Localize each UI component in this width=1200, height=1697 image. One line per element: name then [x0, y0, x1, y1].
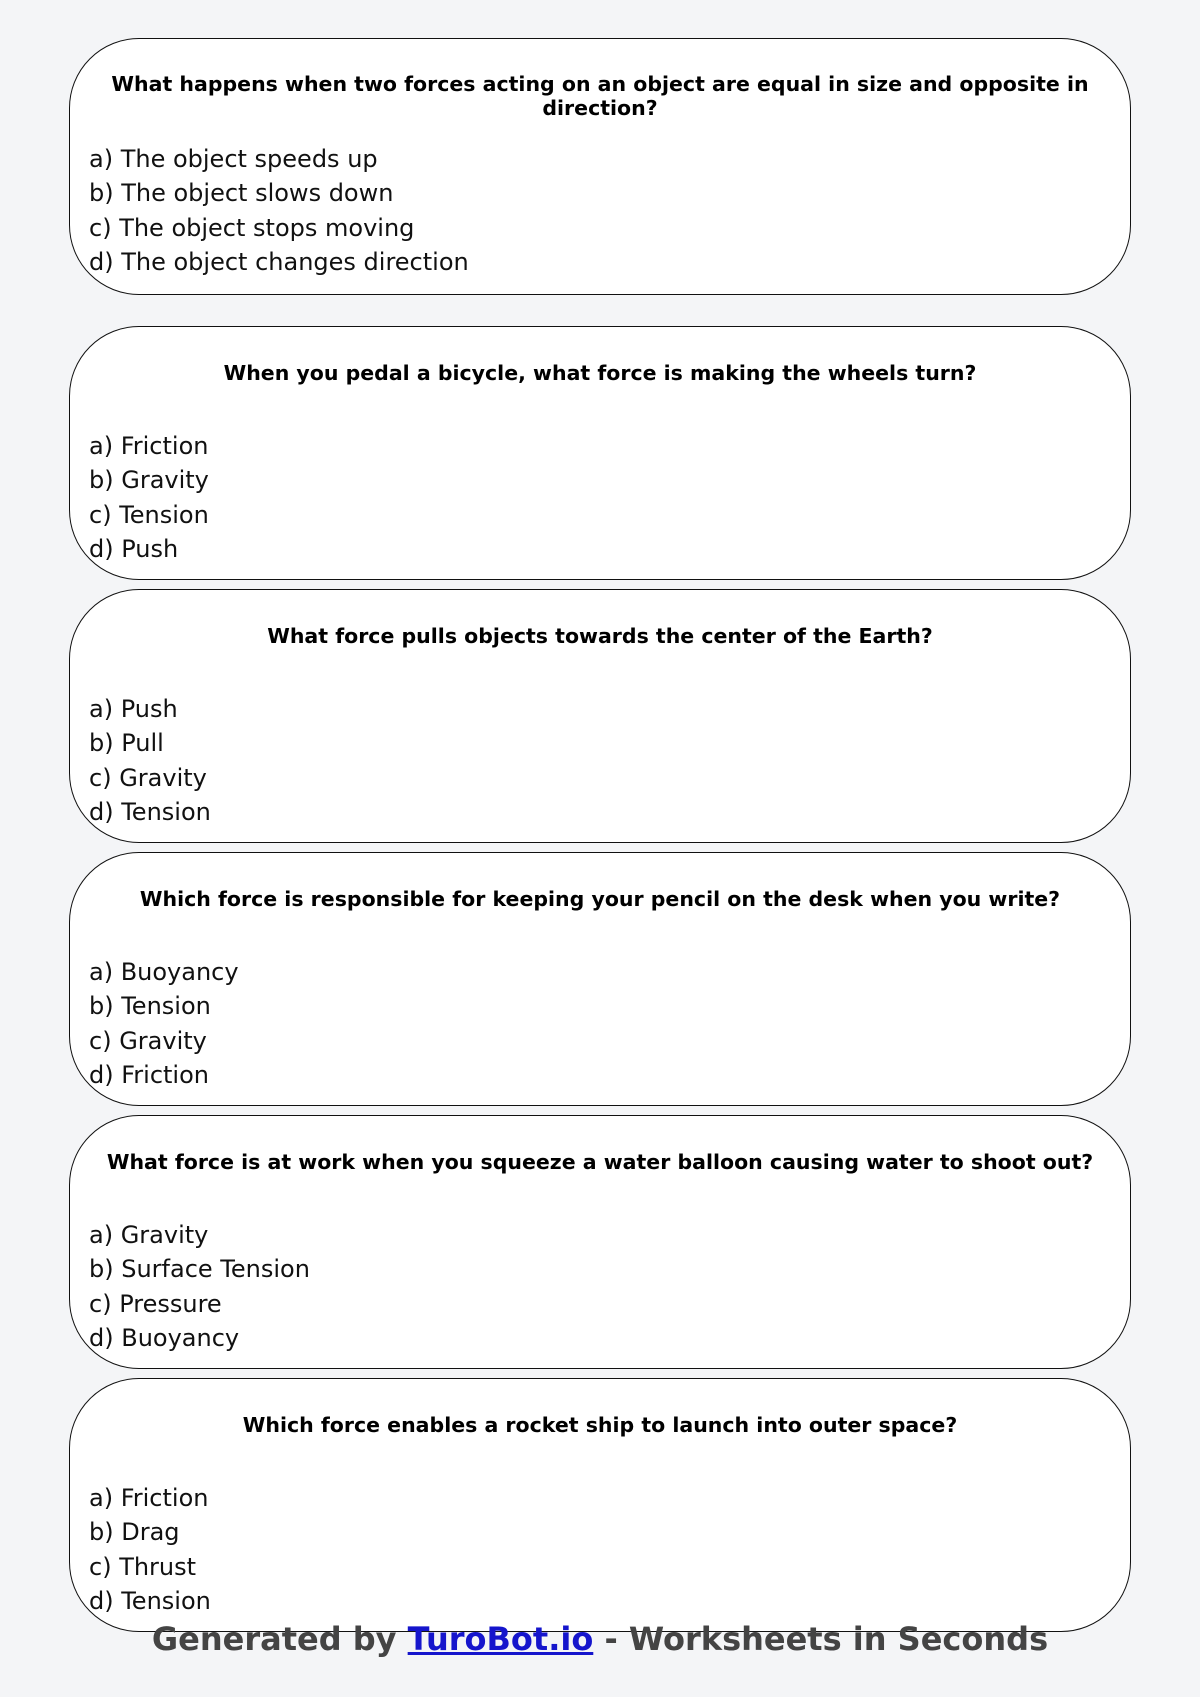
question-text: What force is at work when you squeeze a water balloon causing water to shoot out?	[106, 1150, 1094, 1174]
answer-options	[89, 142, 469, 279]
answer-option: a) Buoyancy	[89, 958, 239, 986]
answer-options	[89, 1481, 211, 1618]
question-text: Which force enables a rocket ship to launch into outer space?	[242, 1413, 958, 1437]
answer-option: c) Tension	[89, 500, 209, 529]
footer-suffix: - Worksheets in Seconds	[593, 1620, 1049, 1658]
question-text: What happens when two forces acting on an object are equal in size and opposite in direction?	[111, 72, 1089, 120]
footer-prefix: Generated by	[151, 1620, 408, 1658]
answer-options	[89, 1218, 310, 1355]
question-text: When you pedal a bicycle, what force is making the wheels turn?	[223, 361, 977, 385]
answer-option: a) Friction	[89, 432, 209, 460]
answer-option: c) Gravity	[89, 763, 207, 792]
answer-option: d) The object changes direction	[89, 247, 469, 276]
answer-option: b) Tension	[89, 992, 211, 1021]
answer-option: a) Push	[89, 695, 178, 723]
answer-option: a) The object speeds up	[89, 145, 378, 173]
answer-option: a) Friction	[89, 1484, 209, 1512]
answer-options	[89, 692, 211, 829]
answer-option: d) Push	[89, 534, 179, 563]
answer-options	[89, 429, 209, 566]
turobot-link[interactable]: TuroBot.io	[407, 1620, 594, 1658]
answer-option: d) Friction	[89, 1060, 209, 1089]
question-card-1	[69, 38, 1131, 295]
answer-options	[89, 955, 239, 1092]
question-card-5	[69, 1115, 1131, 1369]
question-text: What force pulls objects towards the center of the Earth?	[267, 624, 933, 648]
question-card-2	[69, 326, 1131, 580]
question-card-3	[69, 589, 1131, 843]
answer-option: b) Drag	[89, 1518, 180, 1547]
answer-option: b) Gravity	[89, 466, 209, 495]
question-card-4	[69, 852, 1131, 1106]
answer-option: c) The object stops moving	[89, 213, 415, 242]
question-text: Which force is responsible for keeping your pencil on the desk when you write?	[139, 887, 1061, 911]
answer-option: d) Tension	[89, 1586, 211, 1615]
answer-option: a) Gravity	[89, 1221, 209, 1249]
answer-option: c) Pressure	[89, 1289, 222, 1318]
answer-option: d) Tension	[89, 797, 211, 826]
question-card-6	[69, 1378, 1131, 1632]
answer-option: b) The object slows down	[89, 179, 394, 208]
answer-option: b) Pull	[89, 729, 164, 758]
answer-option: d) Buoyancy	[89, 1323, 240, 1352]
answer-option: c) Thrust	[89, 1552, 197, 1581]
footer-credit	[0, 1617, 1200, 1661]
answer-option: c) Gravity	[89, 1026, 207, 1055]
answer-option: b) Surface Tension	[89, 1255, 310, 1284]
